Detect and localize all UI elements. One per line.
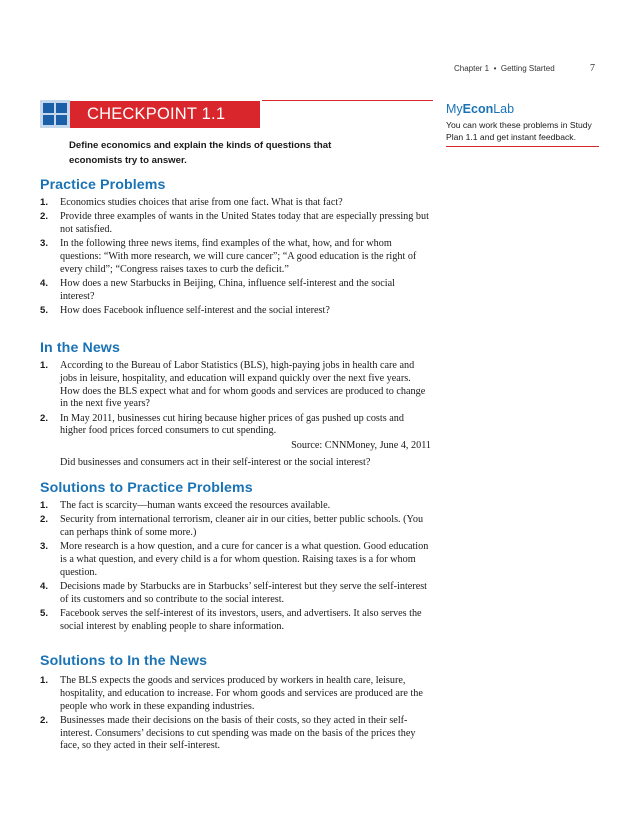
item-number: 1. bbox=[40, 500, 49, 511]
item-number: 1. bbox=[40, 675, 49, 686]
list-item bbox=[40, 305, 432, 318]
list-item bbox=[40, 581, 432, 607]
myeconlab-sidebar bbox=[446, 102, 599, 147]
sidebar-text: You can work these problems in Study Plan 1.1 and get instant feedback. bbox=[446, 120, 592, 142]
solutions-news-section bbox=[40, 653, 432, 755]
item-text: Businesses made their decisions on the basis of their costs, so they acted in their self-interest. Consumers’ decisions to cut spending was made on the basis of the prices they face, so they acted in their self-interest. bbox=[60, 714, 416, 752]
item-text: Economics studies choices that arise from one fact. What is that fact? bbox=[60, 197, 343, 208]
header-section: Getting Started bbox=[500, 64, 555, 73]
checkpoint-banner bbox=[70, 101, 260, 128]
item-text: More research is a how question, and a cure for cancer is a what question. Good education is a what question, and every child is a for whom question. Raising taxes is a for whom question. bbox=[60, 541, 429, 578]
item-text: Decisions made by Starbucks are in Starbucks’ self-interest but they serve the self-interest of its customers and so contribute to the social interest. bbox=[60, 581, 428, 606]
list-item bbox=[40, 413, 432, 439]
item-text: The BLS expects the goods and services produced by workers in health care, leisure, hospitality, and education to increase. For whom goods and services are produced are the people who work in these expanding industries. bbox=[60, 675, 423, 712]
list-item bbox=[40, 514, 432, 540]
brand-lab: Lab bbox=[493, 102, 515, 116]
item-text: Facebook serves the self-interest of its investors, users, and advertisers. It also serves the social interest by enabling people to share information. bbox=[60, 608, 422, 633]
solutions-news-heading: Solutions to In the News bbox=[40, 653, 208, 669]
solutions-practice-heading: Solutions to Practice Problems bbox=[40, 480, 253, 496]
brand-my: My bbox=[446, 102, 463, 116]
learning-objective: Define economics and explain the kinds of questions that economists try to answer. bbox=[69, 140, 332, 166]
list-item bbox=[40, 541, 432, 579]
item-text: How does a new Starbucks in Beijing, China, influence self-interest and the social interest? bbox=[60, 278, 395, 303]
item-text: How does Facebook influence self-interest and the social interest? bbox=[60, 305, 330, 317]
practice-list bbox=[40, 197, 432, 318]
item-number: 3. bbox=[40, 541, 49, 553]
news-source: Source: CNNMoney, June 4, 2011 bbox=[291, 439, 431, 451]
checkpoint-grid-icon bbox=[40, 100, 70, 128]
item-text: Security from international terrorism, cleaner air in our cities, better public schools. (You can perhaps think of some more.) bbox=[60, 514, 424, 539]
running-header bbox=[454, 63, 595, 74]
item-number: 2. bbox=[40, 714, 49, 726]
item-text: In the following three news items, find examples of the what, how, and for whom questions: “With more research, we will cure cancer”; “A good education is the right of every child”; “Congress raises taxes to curb the deficit.” bbox=[60, 238, 417, 275]
list-item bbox=[40, 197, 432, 210]
item-number: 2. bbox=[40, 412, 49, 424]
item-number: 5. bbox=[40, 608, 49, 620]
solutions-practice-list bbox=[40, 500, 432, 634]
news-section bbox=[40, 340, 432, 469]
item-number: 2. bbox=[40, 514, 49, 526]
checkpoint-rule bbox=[262, 100, 433, 101]
item-text: The fact is scarcity—human wants exceed the resources available. bbox=[60, 500, 331, 511]
item-number: 3. bbox=[40, 238, 49, 250]
practice-heading: Practice Problems bbox=[40, 177, 166, 193]
page-number: 7 bbox=[590, 63, 595, 74]
news-question: Did businesses and consumers act in their self-interest or the social interest? bbox=[60, 456, 371, 468]
list-item bbox=[40, 238, 432, 276]
list-item bbox=[40, 278, 432, 304]
checkpoint-title: CHECKPOINT 1.1 bbox=[87, 105, 226, 123]
item-number: 4. bbox=[40, 581, 49, 593]
myeconlab-logo bbox=[446, 102, 599, 116]
sidebar-rule bbox=[446, 146, 599, 147]
list-item bbox=[40, 608, 432, 634]
solutions-news-list bbox=[40, 675, 432, 753]
item-number: 4. bbox=[40, 278, 49, 290]
list-item bbox=[40, 675, 432, 713]
practice-section bbox=[40, 177, 432, 320]
solutions-practice-section bbox=[40, 480, 432, 635]
list-item bbox=[40, 500, 432, 513]
item-number: 1. bbox=[40, 360, 49, 371]
news-heading: In the News bbox=[40, 340, 120, 356]
brand-econ: Econ bbox=[462, 102, 494, 116]
item-text: Provide three examples of wants in the United States today that are especially pressing but not satisfied. bbox=[60, 211, 429, 236]
list-item bbox=[40, 360, 432, 411]
item-number: 5. bbox=[40, 305, 49, 317]
list-item bbox=[40, 715, 432, 753]
header-bullet: • bbox=[493, 64, 497, 73]
header-chapter: Chapter 1 bbox=[454, 64, 490, 73]
item-number: 1. bbox=[40, 197, 49, 208]
item-number: 2. bbox=[40, 211, 49, 223]
item-text: In May 2011, businesses cut hiring because higher prices of gas pushed up costs and higher food prices forced consumers to cut spending. bbox=[60, 412, 404, 437]
list-item bbox=[40, 211, 432, 237]
item-text: According to the Bureau of Labor Statistics (BLS), high-paying jobs in health care and jobs in leisure, hospitality, and education will expand quickly over the next five years. How does the BLS expect what and for whom goods and services are produced to change in the next five years? bbox=[60, 360, 426, 410]
news-list bbox=[40, 360, 432, 438]
